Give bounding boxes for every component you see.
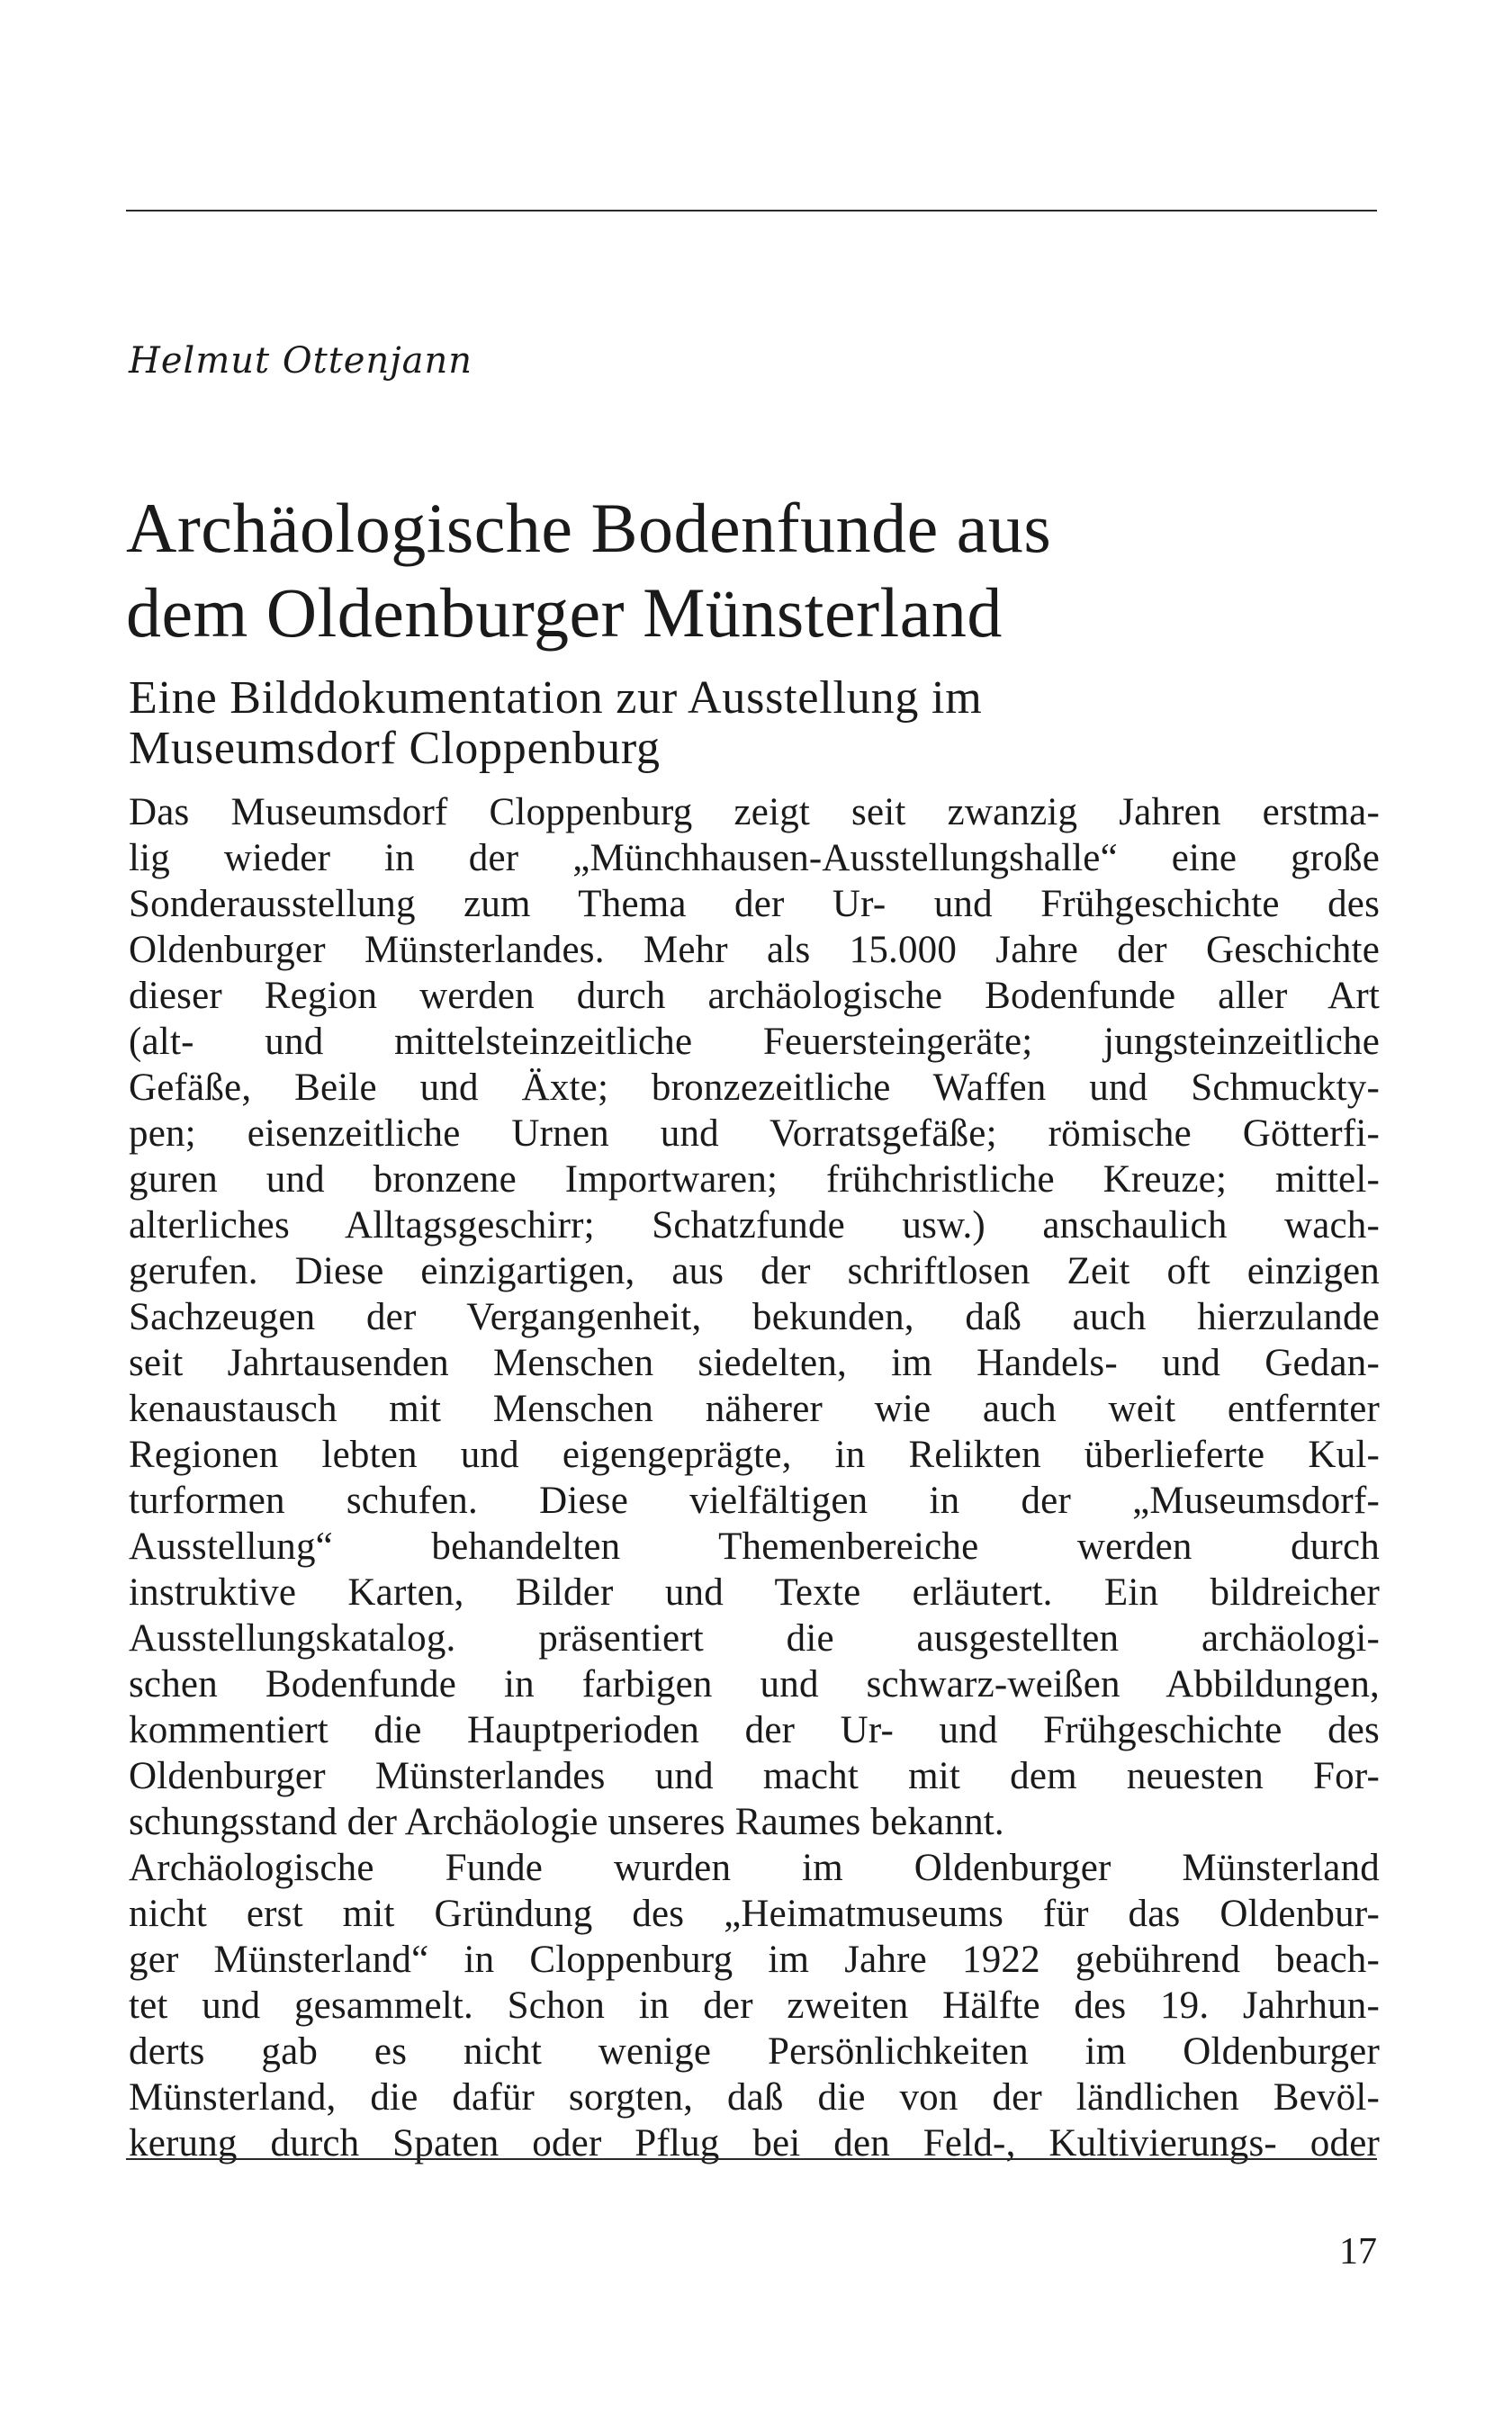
- body-line: Regionen lebten und eigengeprägte, in Relikten überlieferte Kul-: [129, 1434, 1380, 1476]
- body-line: ger Münsterland“ in Cloppenburg im Jahre 1922 gebührend beach-: [129, 1939, 1380, 1981]
- body-line: dieser Region werden durch archäologische Bodenfunde aller Art: [129, 975, 1380, 1017]
- body-line: kenaustausch mit Menschen näherer wie auch weit entfernter: [129, 1388, 1380, 1430]
- bottom-rule: [126, 2158, 1377, 2160]
- subtitle-line: Museumsdorf Cloppenburg: [129, 723, 661, 774]
- body-line: alterliches Alltagsgeschirr; Schatzfunde usw.) anschaulich wach-: [129, 1204, 1380, 1246]
- body-line: Ausstellung“ behandelten Themenbereiche werden durch: [129, 1526, 1380, 1568]
- top-rule: [126, 210, 1377, 212]
- page-number: 17: [1339, 2231, 1377, 2272]
- article-title: [126, 486, 1386, 655]
- body-line: gerufen. Diese einzigartigen, aus der schriftlosen Zeit oft einzigen: [129, 1250, 1380, 1292]
- body-line: tet und gesammelt. Schon in der zweiten Hälfte des 19. Jahrhun-: [129, 1984, 1380, 2027]
- body-line: nicht erst mit Gründung des „Heimatmuseums für das Oldenbur-: [129, 1893, 1380, 1935]
- body-line: kerung durch Spaten oder Pflug bei den Feld-, Kultivierungs- oder: [129, 2122, 1380, 2164]
- body-line: schungsstand der Archäologie unseres Raumes bekannt.: [129, 1801, 1004, 1843]
- body-line: Sonderausstellung zum Thema der Ur- und Frühgeschichte des: [129, 883, 1380, 925]
- body-line: Ausstellungskatalog. präsentiert die ausgestellten archäologi-: [129, 1617, 1380, 1660]
- body-line: seit Jahrtausenden Menschen siedelten, im Handels- und Gedan-: [129, 1342, 1380, 1384]
- body-text: [129, 789, 1380, 2166]
- body-line: Oldenburger Münsterlandes und macht mit dem neuesten For-: [129, 1755, 1380, 1797]
- body-line: guren und bronzene Importwaren; frühchristliche Kreuze; mittel-: [129, 1158, 1380, 1201]
- body-line: turformen schufen. Diese vielfältigen in der „Museumsdorf-: [129, 1480, 1380, 1522]
- body-line: instruktive Karten, Bilder und Texte erläutert. Ein bildreicher: [129, 1571, 1380, 1614]
- body-line: (alt- und mittelsteinzeitliche Feuersteingeräte; jungsteinzeitliche: [129, 1021, 1380, 1063]
- body-line: Archäologische Funde wurden im Oldenburger Münsterland: [129, 1847, 1380, 1889]
- body-line: lig wieder in der „Münchhausen-Ausstellungshalle“ eine große: [129, 837, 1380, 879]
- body-line: Gefäße, Beile und Äxte; bronzezeitliche Waffen und Schmuckty-: [129, 1066, 1380, 1109]
- body-line: kommentiert die Hauptperioden der Ur- und Frühgeschichte des: [129, 1709, 1380, 1751]
- body-line: Das Museumsdorf Cloppenburg zeigt seit zwanzig Jahren erstma-: [129, 791, 1380, 833]
- body-line: Sachzeugen der Vergangenheit, bekunden, daß auch hierzulande: [129, 1296, 1380, 1338]
- subtitle-line: Eine Bilddokumentation zur Ausstellung im: [129, 672, 983, 724]
- article-subtitle: [129, 673, 1389, 774]
- author-name: Helmut Ottenjann: [129, 340, 472, 382]
- body-line: derts gab es nicht wenige Persönlichkeiten im Oldenburger: [129, 2030, 1380, 2073]
- body-line: schen Bodenfunde in farbigen und schwarz-weißen Abbildungen,: [129, 1663, 1380, 1706]
- title-line: dem Oldenburger Münsterland: [126, 573, 1003, 652]
- title-line: Archäologische Bodenfunde aus: [126, 489, 1052, 567]
- body-line: Oldenburger Münsterlandes. Mehr als 15.000 Jahre der Geschichte: [129, 929, 1380, 971]
- body-line: pen; eisenzeitliche Urnen und Vorratsgefäße; römische Götterfi-: [129, 1112, 1380, 1155]
- body-line: Münsterland, die dafür sorgten, daß die von der ländlichen Bevöl-: [129, 2076, 1380, 2119]
